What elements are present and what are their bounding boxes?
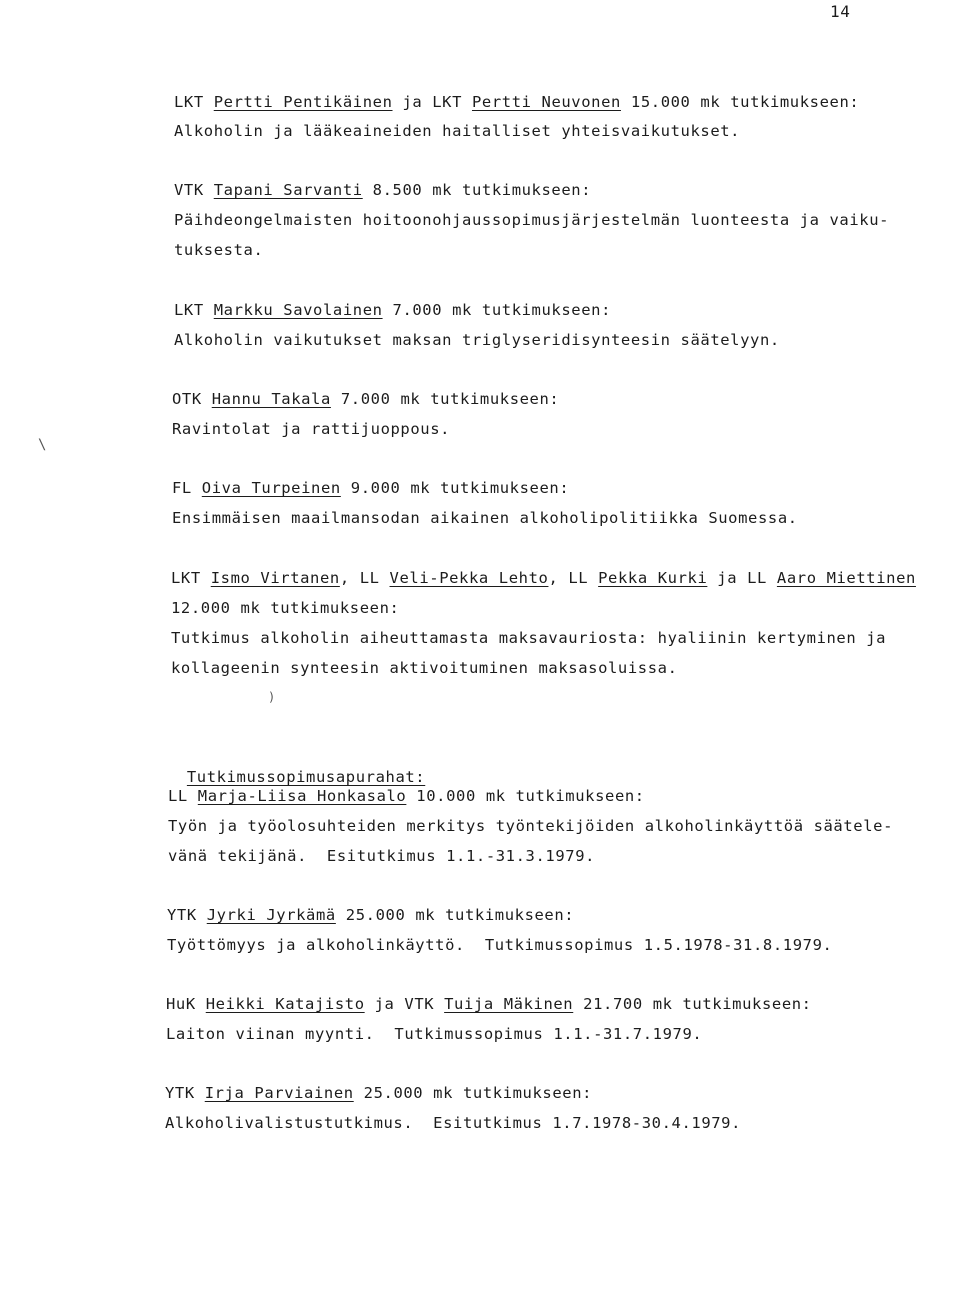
person-name: Oiva Turpeinen [201, 479, 341, 497]
person-name: Heikki Katajisto [205, 995, 365, 1013]
contract-4-line-1 [165, 1083, 592, 1103]
text-run: 10.000 mk tutkimukseen: [406, 787, 645, 805]
grant-5-line-2 [172, 508, 798, 528]
section-heading-text: Tutkimussopimusapurahat: [186, 768, 426, 786]
grant-4-line-2 [172, 419, 450, 439]
text-run: 12.000 mk tutkimukseen: [171, 599, 400, 617]
text-run: Päihdeongelmaisten hoitoonohjaussopimusjärjestelmän luonteesta ja vaiku- [174, 211, 890, 229]
text-run: Työn ja työolosuhteiden merkitys työntekijöiden alkoholinkäyttöä säätele- [168, 817, 894, 835]
grant-3-line-2 [174, 330, 780, 350]
person-name: Tapani Sarvanti [213, 181, 363, 199]
text-run: , LL [339, 569, 390, 587]
grant-1-line-1 [174, 92, 859, 112]
grant-6-line-1 [171, 568, 916, 588]
text-run: FL [172, 479, 202, 497]
text-run: kollageenin synteesin aktivoituminen maksasoluissa. [171, 659, 678, 677]
text-run: HuK [166, 995, 206, 1013]
text-run: Alkoholin vaikutukset maksan triglyseridisynteesin säätelyyn. [174, 331, 780, 349]
contract-2-line-1 [167, 905, 574, 925]
text-run: Ensimmäisen maailmansodan aikainen alkoholipolitiikka Suomessa. [172, 509, 798, 527]
text-run: 21.700 mk tutkimukseen: [573, 995, 812, 1013]
text-run: YTK [167, 906, 207, 924]
section-heading [167, 747, 425, 787]
text-run: Työttömyys ja alkoholinkäyttö. Tutkimussopimus 1.5.1978-31.8.1979. [167, 936, 833, 954]
person-name: Markku Savolainen [213, 301, 383, 319]
text-run: 25.000 mk tutkimukseen: [353, 1084, 593, 1102]
grant-6-line-4 [171, 658, 678, 678]
person-name: Irja Parviainen [204, 1084, 354, 1102]
text-run: 9.000 mk tutkimukseen: [340, 479, 570, 497]
text-run: Alkoholivalistustutkimus. Esitutkimus 1.7.1978-30.4.1979. [165, 1114, 742, 1132]
text-run: Alkoholin ja lääkeaineiden haitalliset yhteisvaikutukset. [174, 122, 741, 140]
text-run: 15.000 mk tutkimukseen: [620, 93, 860, 111]
text-run: vänä tekijänä. Esitutkimus 1.1.-31.3.1979. [168, 847, 596, 865]
person-name: Pertti Neuvonen [471, 93, 621, 111]
person-name: Hannu Takala [211, 390, 331, 408]
text-run: 25.000 mk tutkimukseen: [335, 906, 575, 924]
text-run: ja VTK [364, 995, 445, 1013]
grant-3-line-1 [174, 300, 611, 320]
text-run: Ravintolat ja rattijuoppous. [172, 420, 451, 438]
text-run: LL [168, 787, 198, 805]
contract-4-line-2 [165, 1113, 741, 1133]
person-name: Ismo Virtanen [210, 569, 340, 587]
text-run: ja LL [707, 569, 777, 587]
person-name: Aaro Miettinen [776, 569, 916, 587]
grant-6-line-3 [171, 628, 886, 648]
contract-1-line-1 [168, 786, 645, 806]
contract-3-line-1 [166, 994, 812, 1014]
text-run: tuksesta. [174, 241, 264, 259]
text-run: LKT [174, 93, 214, 111]
contract-1-line-2 [168, 816, 893, 836]
person-name: Jyrki Jyrkämä [206, 906, 336, 924]
contract-2-line-2 [167, 935, 832, 955]
grant-6-line-2 [171, 598, 399, 618]
person-name: Pertti Pentikäinen [213, 93, 393, 111]
grant-2-line-1 [174, 180, 591, 200]
stray-mark: ) [268, 690, 276, 704]
text-run: 7.000 mk tutkimukseen: [382, 301, 612, 319]
grant-2-line-3 [174, 240, 263, 260]
person-name: Pekka Kurki [598, 569, 708, 587]
text-run: Tutkimus alkoholin aiheuttamasta maksavauriosta: hyaliinin kertyminen ja [171, 629, 887, 647]
text-run: LKT [174, 301, 214, 319]
text-run: VTK [174, 181, 214, 199]
grant-2-line-2 [174, 210, 889, 230]
page-number: 14 [830, 2, 851, 21]
grant-5-line-1 [172, 478, 569, 498]
text-run: ja LKT [392, 93, 472, 111]
text-run: OTK [172, 390, 212, 408]
text-run: YTK [165, 1084, 205, 1102]
contract-1-line-3 [168, 846, 595, 866]
margin-mark: \ [38, 437, 48, 453]
person-name: Marja-Liisa Honkasalo [197, 787, 407, 805]
text-run: 7.000 mk tutkimukseen: [330, 390, 560, 408]
contract-3-line-2 [166, 1024, 702, 1044]
person-name: Tuija Mäkinen [444, 995, 574, 1013]
text-run: Laiton viinan myynti. Tutkimussopimus 1.1.-31.7.1979. [166, 1025, 703, 1043]
text-run: , LL [548, 569, 599, 587]
text-run: LKT [171, 569, 211, 587]
text-run: 8.500 mk tutkimukseen: [362, 181, 592, 199]
grant-1-line-2 [174, 121, 740, 141]
person-name: Veli-Pekka Lehto [389, 569, 549, 587]
grant-4-line-1 [172, 389, 559, 409]
